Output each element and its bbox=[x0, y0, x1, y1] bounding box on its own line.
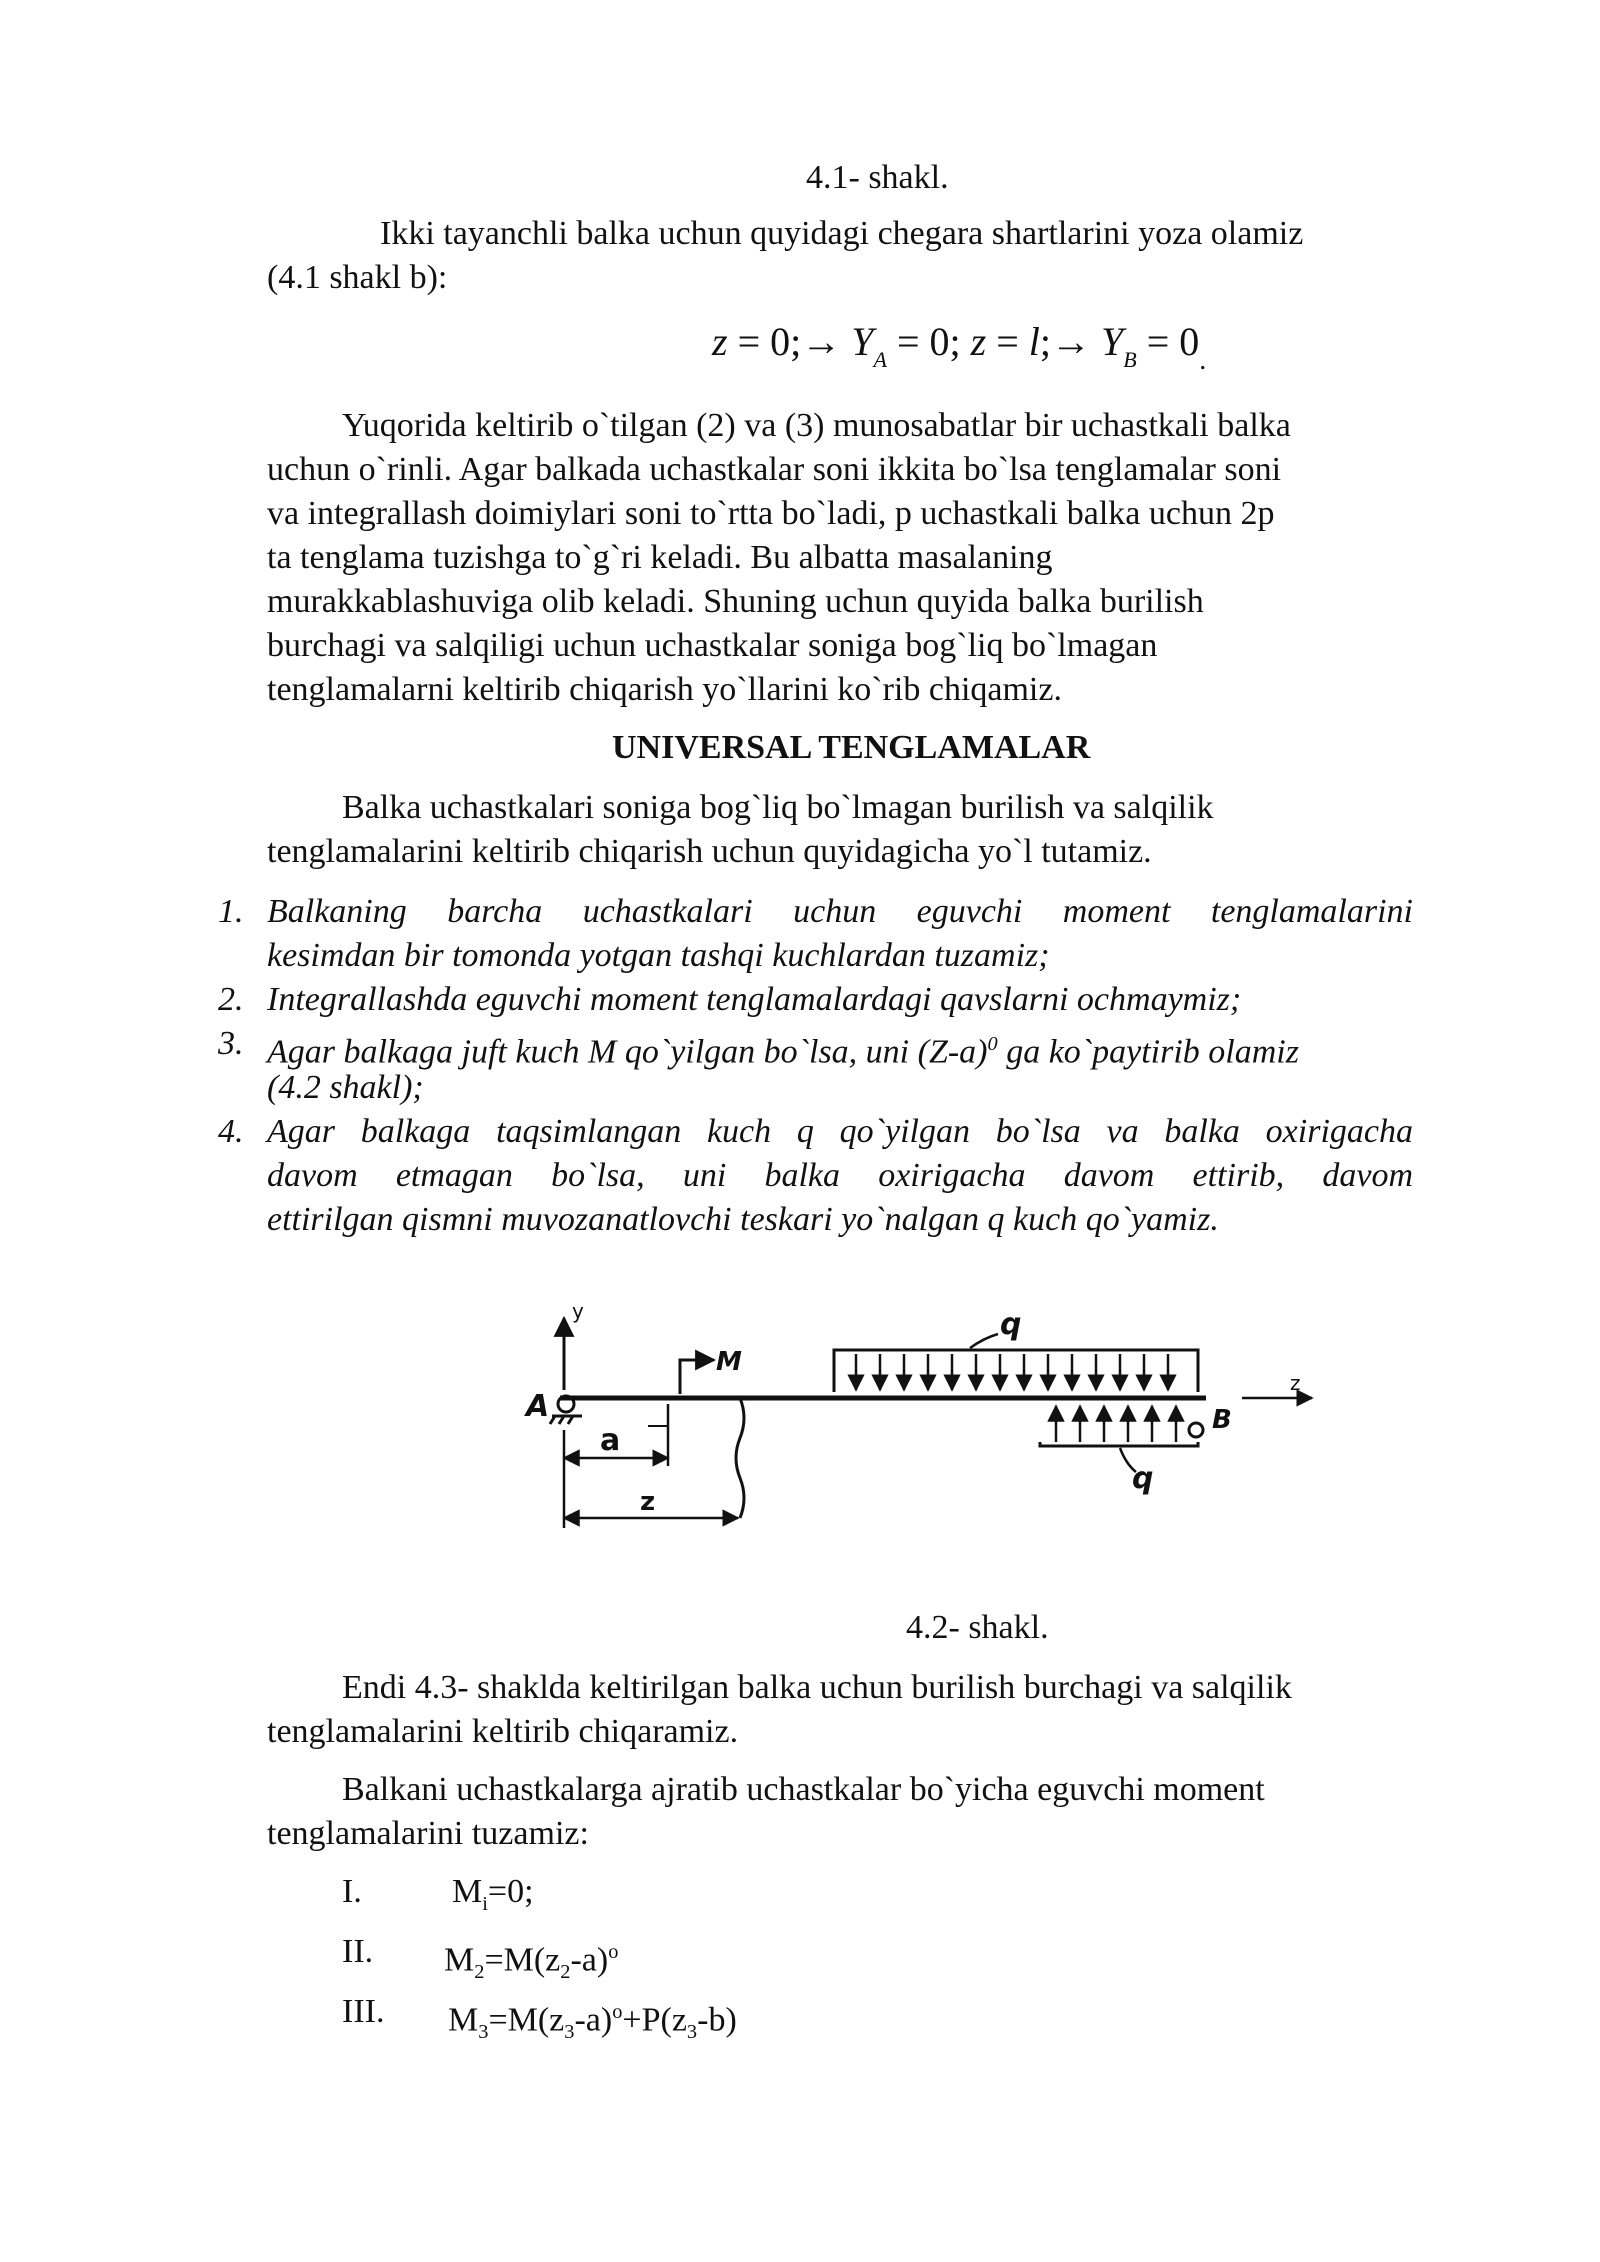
dimension-z-label: z bbox=[640, 1487, 656, 1517]
list-item-text: (4.2 shakl); bbox=[267, 1069, 424, 1106]
equation-number: III. bbox=[342, 1993, 385, 2030]
paragraph-1-line-1: Ikki tayanchli balka uchun quyidagi chegara shartlarini yoza olamiz bbox=[380, 215, 1304, 252]
paragraph-2-line: Yuqorida keltirib o`tilgan (2) va (3) munosabatlar bir uchastkali balka bbox=[342, 407, 1291, 444]
q-bottom-label: q bbox=[1132, 1461, 1154, 1496]
list-item-text: Balkaning barcha uchastkalari uchun eguvchi moment tenglamalarini bbox=[267, 893, 1413, 930]
paragraph-2-line: tenglamalarni keltirib chiqarish yo`llarini ko`rib chiqamiz. bbox=[267, 671, 1062, 708]
paragraph-5-line-1: Balkani uchastkalarga ajratib uchastkalar bo`yicha eguvchi moment bbox=[342, 1771, 1265, 1808]
y-axis-label: y bbox=[572, 1299, 584, 1323]
beam-diagram bbox=[500, 1290, 1330, 1560]
paragraph-4-line-1: Endi 4.3- shaklda keltirilgan balka uchun burilish burchagi va salqilik bbox=[342, 1669, 1292, 1706]
paragraph-2-line: ta tenglama tuzishga to`g`ri keladi. Bu albatta masalaning bbox=[267, 539, 1053, 576]
q-top-label: q bbox=[1000, 1307, 1022, 1342]
equation-number: I. bbox=[342, 1873, 362, 1910]
list-item-number: 1. bbox=[218, 893, 244, 930]
paragraph-3-line-1: Balka uchastkalari soniga bog`liq bo`lmagan burilish va salqilik bbox=[342, 789, 1214, 826]
support-a-hatch bbox=[550, 1416, 582, 1424]
equation-number: II. bbox=[342, 1933, 374, 1970]
paragraph-5-line-2: tenglamalarini tuzamiz: bbox=[267, 1815, 589, 1852]
section-cut-line bbox=[736, 1398, 744, 1518]
equation-text: $M_i=0$; bbox=[452, 1873, 534, 1915]
paragraph-2-line: uchun o`rinli. Agar balkada uchastkalar soni ikkita bo`lsa tenglamalar soni bbox=[267, 451, 1282, 488]
paragraph-2-line: va integrallash doimiylari soni to`rtta bo`ladi, p uchastkali balka uchun 2p bbox=[267, 495, 1275, 532]
list-item-text: Integrallashda eguvchi moment tenglamalardagi qavslarni ochmaymiz; bbox=[267, 981, 1242, 1018]
list-item-text: davom etmagan bo`lsa, uni balka oxirigacha davom ettirib, davom bbox=[267, 1157, 1413, 1194]
paragraph-3-line-2: tenglamalarini keltirib chiqarish uchun quyidagicha yo`l tutamiz. bbox=[267, 833, 1152, 870]
moment-m-symbol bbox=[680, 1360, 714, 1394]
top-load-arrows bbox=[856, 1354, 1168, 1390]
paragraph-2-line: murakkablashuviga olib keladi. Shuning uchun quyida balka burilish bbox=[267, 583, 1204, 620]
list-item-text: Agar balkaga juft kuch M qo`yilgan bo`lsa, uni $(Z-a)^0$ ga ko`paytirib olamiz bbox=[267, 1033, 1299, 1071]
distributed-load-q-bottom bbox=[1040, 1442, 1198, 1446]
moment-m-label: M bbox=[716, 1347, 742, 1377]
list-item-text: Agar balkaga taqsimlangan kuch q qo`yilgan bo`lsa va balka oxirigacha bbox=[267, 1113, 1413, 1150]
list-item-number: 4. bbox=[218, 1113, 244, 1150]
figure-4-1-caption: 4.1- shakl. bbox=[806, 159, 949, 196]
list-item-number: 2. bbox=[218, 981, 244, 1018]
paragraph-2-line: burchagi va salqiligi uchun uchastkalar soniga bog`liq bo`lmagan bbox=[267, 627, 1158, 664]
dimension-a-label: a bbox=[600, 1423, 621, 1458]
z-axis-label: z bbox=[1290, 1371, 1301, 1395]
equation-text: $M_2=M(z_2-a)^o$ bbox=[444, 1941, 619, 1984]
section-heading: UNIVERSAL TENGLAMALAR bbox=[612, 729, 1091, 766]
equation-text: $M_3=M(z_3-a)^o+P(z_3-b)$ bbox=[448, 2001, 737, 2044]
q-top-leader bbox=[970, 1334, 998, 1348]
paragraph-1-line-2: (4.1 shakl b): bbox=[267, 259, 448, 296]
boundary-condition-equation: z = 0;→ $Y_A = 0$; z = l;→ $Y_B = 0_.$ bbox=[712, 319, 1207, 376]
bottom-load-arrows bbox=[1056, 1406, 1176, 1442]
support-a-label: A bbox=[526, 1389, 550, 1424]
figure-4-2-caption: 4.2- shakl. bbox=[906, 1609, 1049, 1646]
support-b-label: B bbox=[1212, 1405, 1232, 1435]
support-b-pin bbox=[1189, 1423, 1203, 1437]
list-item-text: kesimdan bir tomonda yotgan tashqi kuchlardan tuzamiz; bbox=[267, 937, 1050, 974]
list-item-text: ettirilgan qismni muvozanatlovchi teskari yo`nalgan q kuch qo`yamiz. bbox=[267, 1201, 1219, 1238]
list-item-number: 3. bbox=[218, 1025, 244, 1062]
distributed-load-q-top bbox=[834, 1350, 1198, 1354]
paragraph-4-line-2: tenglamalarini keltirib chiqaramiz. bbox=[267, 1713, 739, 1750]
